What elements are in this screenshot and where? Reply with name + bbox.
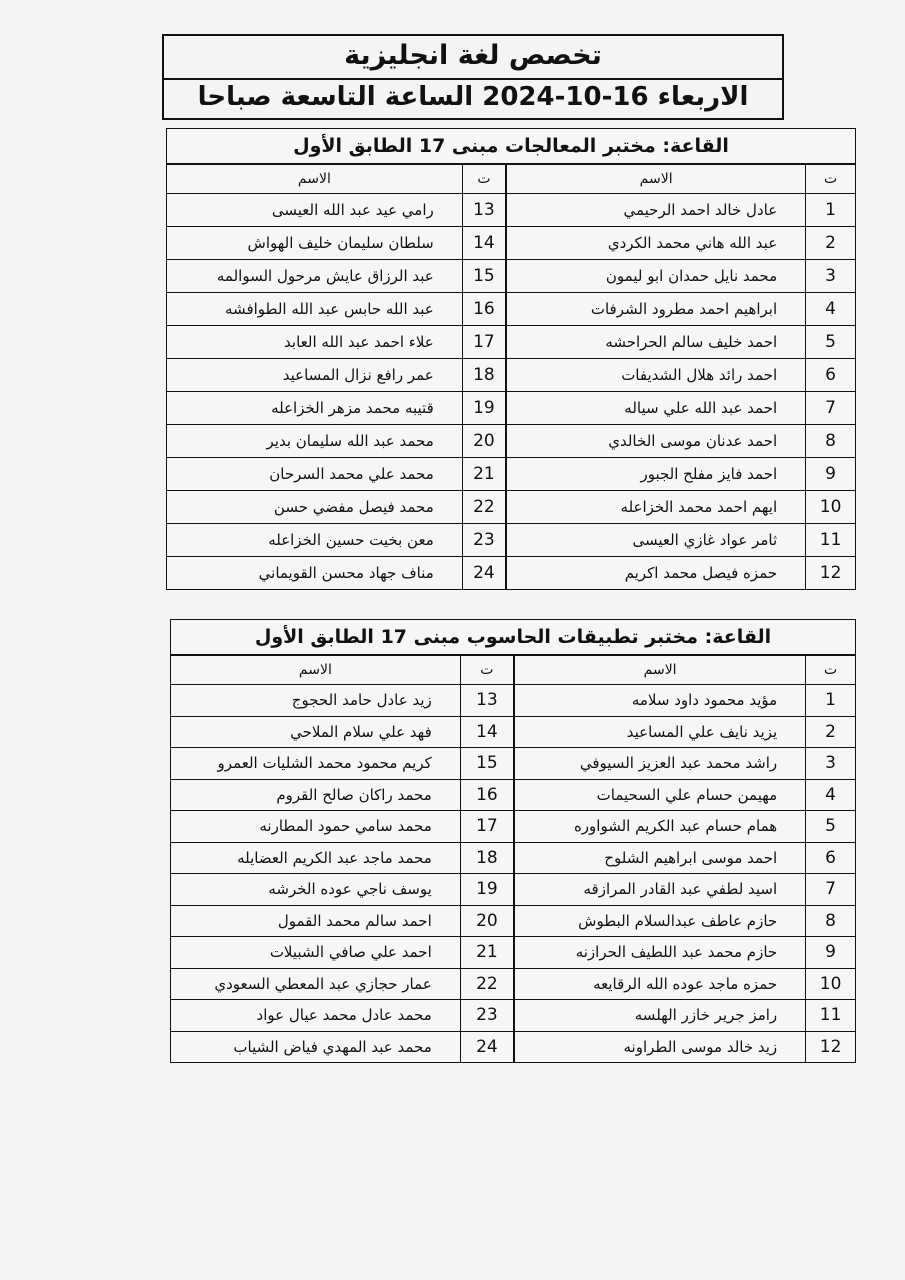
student-number: 12	[806, 557, 856, 590]
table-row	[171, 685, 856, 717]
student-name: حمزه فيصل محمد اكريم	[506, 557, 806, 590]
student-name: احمد فايز مفلح الجبور	[506, 458, 806, 491]
table-row	[167, 293, 856, 326]
student-number: 20	[462, 425, 506, 458]
student-number: 6	[806, 359, 856, 392]
student-number: 2	[806, 227, 856, 260]
student-name: محمد ماجد عبد الكريم العضايله	[171, 842, 461, 874]
table-row	[167, 260, 856, 293]
table-row	[167, 458, 856, 491]
student-name: سلطان سليمان خليف الهواش	[167, 227, 463, 260]
student-name: محمد سامي حمود المطارنه	[171, 811, 461, 843]
table-row	[171, 811, 856, 843]
student-number: 15	[460, 748, 514, 780]
table-row	[167, 326, 856, 359]
student-number: 17	[462, 326, 506, 359]
student-name: حازم محمد عبد اللطيف الحرازنه	[514, 937, 806, 969]
table-row	[167, 557, 856, 590]
student-name: محمد علي محمد السرحان	[167, 458, 463, 491]
student-number: 4	[806, 779, 856, 811]
student-name: همام حسام عبد الكريم الشواوره	[514, 811, 806, 843]
student-number: 14	[462, 227, 506, 260]
student-number: 5	[806, 326, 856, 359]
student-number: 1	[806, 685, 856, 717]
student-number: 8	[806, 425, 856, 458]
student-number: 16	[462, 293, 506, 326]
student-name: حمزه ماجد عوده الله الرقايعه	[514, 968, 806, 1000]
table-row	[171, 779, 856, 811]
student-name: احمد عبد الله علي سياله	[506, 392, 806, 425]
col-header-name: الاسم	[514, 655, 806, 685]
exam-schedule: الاربعاء 16-10-2024 الساعة التاسعة صباحا	[197, 82, 749, 112]
table-row	[171, 1031, 856, 1063]
student-name: ايهم احمد محمد الخزاعله	[506, 491, 806, 524]
student-name: محمد راكان صالح القروم	[171, 779, 461, 811]
student-name: مناف جهاد محسن القويماني	[167, 557, 463, 590]
student-number: 11	[806, 524, 856, 557]
table-row	[171, 937, 856, 969]
student-name: مؤيد محمود داود سلامه	[514, 685, 806, 717]
student-number: 12	[806, 1031, 856, 1063]
hall-title: القاعة: مختبر المعالجات مبنى 17 الطابق الأول	[167, 129, 856, 165]
student-name: عادل خالد احمد الرحيمي	[506, 194, 806, 227]
student-name: عبد الله حابس عبد الله الطوافشه	[167, 293, 463, 326]
student-number: 14	[460, 716, 514, 748]
student-number: 13	[462, 194, 506, 227]
student-name: ابراهيم احمد مطرود الشرفات	[506, 293, 806, 326]
page-title: تخصص لغة انجليزية	[164, 36, 782, 80]
table-row	[171, 905, 856, 937]
student-number: 7	[806, 874, 856, 906]
student-name: محمد عبد الله سليمان بدير	[167, 425, 463, 458]
student-number: 23	[462, 524, 506, 557]
student-name: كريم محمود محمد الشليات العمرو	[171, 748, 461, 780]
student-number: 4	[806, 293, 856, 326]
table-row	[167, 194, 856, 227]
student-number: 24	[460, 1031, 514, 1063]
student-name: رامز جرير خازر الهلسه	[514, 1000, 806, 1032]
student-name: احمد علي صافي الشبيلات	[171, 937, 461, 969]
student-name: عمر رافع نزال المساعيد	[167, 359, 463, 392]
student-number: 16	[460, 779, 514, 811]
student-name: علاء احمد عبد الله العابد	[167, 326, 463, 359]
student-name: عمار حجازي عبد المعطي السعودي	[171, 968, 461, 1000]
student-name: محمد فيصل مفضي حسن	[167, 491, 463, 524]
student-name: احمد خليف سالم الحراحشه	[506, 326, 806, 359]
student-number: 9	[806, 937, 856, 969]
student-name: احمد عدنان موسى الخالدي	[506, 425, 806, 458]
student-name: احمد موسى ابراهيم الشلوح	[514, 842, 806, 874]
col-header-number: ت	[806, 164, 856, 194]
student-number: 10	[806, 968, 856, 1000]
document-header	[162, 34, 784, 120]
student-number: 19	[460, 874, 514, 906]
table-row	[171, 968, 856, 1000]
student-number: 21	[462, 458, 506, 491]
student-name: زيد عادل حامد الحجوج	[171, 685, 461, 717]
hall-table-2	[170, 619, 856, 1063]
student-number: 7	[806, 392, 856, 425]
student-number: 22	[460, 968, 514, 1000]
student-name: راشد محمد عبد العزيز السيوفي	[514, 748, 806, 780]
col-header-number: ت	[462, 164, 506, 194]
student-name: حازم عاطف عبدالسلام البطوش	[514, 905, 806, 937]
table-row	[171, 842, 856, 874]
student-number: 5	[806, 811, 856, 843]
student-name: محمد عبد المهدي فياض الشياب	[171, 1031, 461, 1063]
student-number: 22	[462, 491, 506, 524]
table-row	[171, 716, 856, 748]
student-name: زيد خالد موسى الطراونه	[514, 1031, 806, 1063]
student-number: 2	[806, 716, 856, 748]
student-number: 24	[462, 557, 506, 590]
student-name: مهيمن حسام علي السحيمات	[514, 779, 806, 811]
student-name: عبد الرزاق عايش مرحول السوالمه	[167, 260, 463, 293]
student-name: فهد علي سلام الملاحي	[171, 716, 461, 748]
student-name: محمد عادل محمد عيال عواد	[171, 1000, 461, 1032]
table-row	[167, 359, 856, 392]
student-number: 6	[806, 842, 856, 874]
student-number: 9	[806, 458, 856, 491]
table-row	[167, 491, 856, 524]
hall-table-1	[166, 128, 856, 590]
student-name: احمد رائد هلال الشديفات	[506, 359, 806, 392]
student-name: احمد سالم محمد القمول	[171, 905, 461, 937]
col-header-name: الاسم	[506, 164, 806, 194]
student-number: 10	[806, 491, 856, 524]
table-row	[171, 748, 856, 780]
hall-title: القاعة: مختبر تطبيقات الحاسوب مبنى 17 الطابق الأول	[171, 620, 856, 656]
student-number: 21	[460, 937, 514, 969]
student-name: اسيد لطفي عبد القادر المرازقه	[514, 874, 806, 906]
student-name: ثامر عواد غازي العيسى	[506, 524, 806, 557]
student-number: 8	[806, 905, 856, 937]
student-number: 3	[806, 260, 856, 293]
student-name: يوسف ناجي عوده الخرشه	[171, 874, 461, 906]
student-number: 18	[462, 359, 506, 392]
student-name: يزيد نايف علي المساعيد	[514, 716, 806, 748]
table-row	[167, 524, 856, 557]
table-row	[167, 227, 856, 260]
col-header-name: الاسم	[171, 655, 461, 685]
student-name: محمد نايل حمدان ابو ليمون	[506, 260, 806, 293]
student-name: رامي عيد عبد الله العيسى	[167, 194, 463, 227]
table-row	[167, 392, 856, 425]
student-number: 13	[460, 685, 514, 717]
col-header-number: ت	[806, 655, 856, 685]
col-header-name: الاسم	[167, 164, 463, 194]
student-number: 23	[460, 1000, 514, 1032]
student-number: 17	[460, 811, 514, 843]
table-row	[171, 874, 856, 906]
student-number: 11	[806, 1000, 856, 1032]
student-number: 18	[460, 842, 514, 874]
student-number: 15	[462, 260, 506, 293]
student-number: 3	[806, 748, 856, 780]
student-name: عبد الله هاني محمد الكردي	[506, 227, 806, 260]
student-number: 19	[462, 392, 506, 425]
table-row	[167, 425, 856, 458]
student-name: معن بخيت حسين الخزاعله	[167, 524, 463, 557]
student-number: 1	[806, 194, 856, 227]
col-header-number: ت	[460, 655, 514, 685]
table-row	[171, 1000, 856, 1032]
student-name: قتيبه محمد مزهر الخزاعله	[167, 392, 463, 425]
student-number: 20	[460, 905, 514, 937]
